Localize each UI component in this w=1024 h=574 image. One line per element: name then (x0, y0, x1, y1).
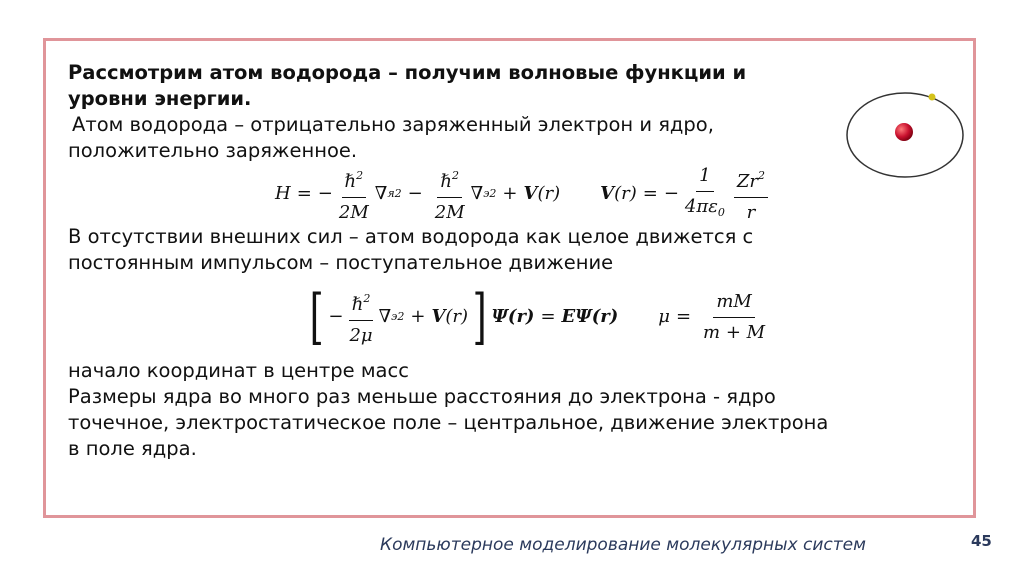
intro-line-2: положительно заряженное. (68, 139, 358, 162)
formula-minus: − (317, 183, 333, 204)
fraction-hbar-2mu (346, 286, 375, 349)
formula-H: H (275, 183, 291, 204)
formula-plus: + (410, 306, 426, 327)
paragraph-4-line-3: в поле ядра. (68, 437, 197, 460)
argument-r: (r) (591, 306, 619, 327)
hbar: ℏ (440, 170, 452, 192)
formula-eq: = (642, 183, 658, 204)
paragraph-2-line-1: В отсутствии внешних сил – атом водорода как целое движется с (68, 225, 754, 248)
formula-minus: − (328, 306, 344, 327)
subscript-zero: 0 (717, 205, 725, 219)
atom-illustration-icon (840, 85, 970, 195)
denominator-m-plus-M: m + M (703, 321, 766, 343)
formula-eq: = (675, 306, 692, 327)
formula-eq: = (540, 306, 556, 327)
subscript-electron: э (391, 310, 398, 323)
Zr: Zr (736, 170, 758, 192)
paragraph-4-line-2: точечное, электростатическое поле – центральное, движение электрона (68, 411, 829, 434)
formula-minus: − (407, 183, 423, 204)
denominator: 2M (338, 201, 369, 223)
argument-r: (r) (507, 306, 535, 327)
potential-V: V (600, 183, 615, 204)
numerator-mM: mM (713, 289, 755, 318)
potential-V: V (431, 306, 446, 327)
energy-E: E (561, 306, 576, 327)
subscript-electron: э (483, 187, 490, 200)
exponent: 2 (356, 168, 364, 182)
fraction-hbar-2M-electron (432, 163, 468, 226)
hbar: ℏ (344, 170, 357, 192)
four-pi-epsilon: 4πε (684, 195, 718, 217)
schrodinger-formula (218, 276, 858, 358)
wavefunction-psi: Ψ (575, 306, 592, 327)
fraction-Zr2-r (734, 163, 768, 226)
right-bracket: ] (472, 282, 487, 352)
exponent: 2 (489, 187, 497, 200)
fraction-coulomb-constant (682, 163, 728, 226)
heading-line-2: уровни энергии. (68, 87, 252, 110)
page-number: 45 (971, 532, 992, 550)
exponent: 2 (451, 168, 459, 182)
electron-icon (929, 94, 936, 101)
exponent: 2 (397, 310, 405, 323)
exponent: 2 (394, 187, 402, 200)
fraction-reduced-mass (700, 289, 768, 346)
formula-eq: = (296, 183, 312, 204)
wavefunction-psi: Ψ (491, 306, 508, 327)
slide-body (68, 60, 858, 462)
paragraph-4-line-1: Размеры ядра во много раз меньше расстояния до электрона - ядро (68, 385, 776, 408)
paragraph-2-line-2: постоянным импульсом – поступательное движение (68, 251, 614, 274)
denominator-r: r (746, 201, 756, 223)
subscript-nucleus: я (387, 187, 395, 200)
reduced-mass-mu: μ (658, 306, 670, 327)
fraction-hbar-2M-nucleus (336, 163, 372, 226)
denominator: 2μ (349, 324, 373, 346)
left-bracket: [ (309, 282, 324, 352)
nucleus-icon (895, 123, 913, 141)
paragraph-3: начало координат в центре масс (68, 359, 409, 382)
formula-minus: − (663, 183, 679, 204)
hbar: ℏ (351, 293, 364, 315)
exponent: 2 (363, 291, 371, 305)
denominator: 2M (434, 201, 465, 223)
formula-plus: + (502, 183, 518, 204)
intro-line-1: Атом водорода – отрицательно заряженный электрон и ядро, (72, 113, 714, 136)
heading-line-1: Рассмотрим атом водорода – получим волновые функции и (68, 61, 747, 84)
exponent: 2 (758, 168, 765, 182)
footer-title: Компьютерное моделирование молекулярных систем (380, 535, 866, 555)
potential-V: V (523, 183, 538, 204)
argument-r: (r) (537, 183, 561, 204)
argument-r: (r) (614, 183, 637, 204)
numerator-one: 1 (696, 163, 713, 192)
nabla-symbol: ∇ (374, 183, 388, 204)
hamiltonian-formula (188, 164, 858, 224)
argument-r: (r) (445, 306, 469, 327)
nabla-symbol: ∇ (470, 183, 484, 204)
nabla-symbol: ∇ (378, 306, 392, 327)
slide-heading (68, 60, 858, 112)
